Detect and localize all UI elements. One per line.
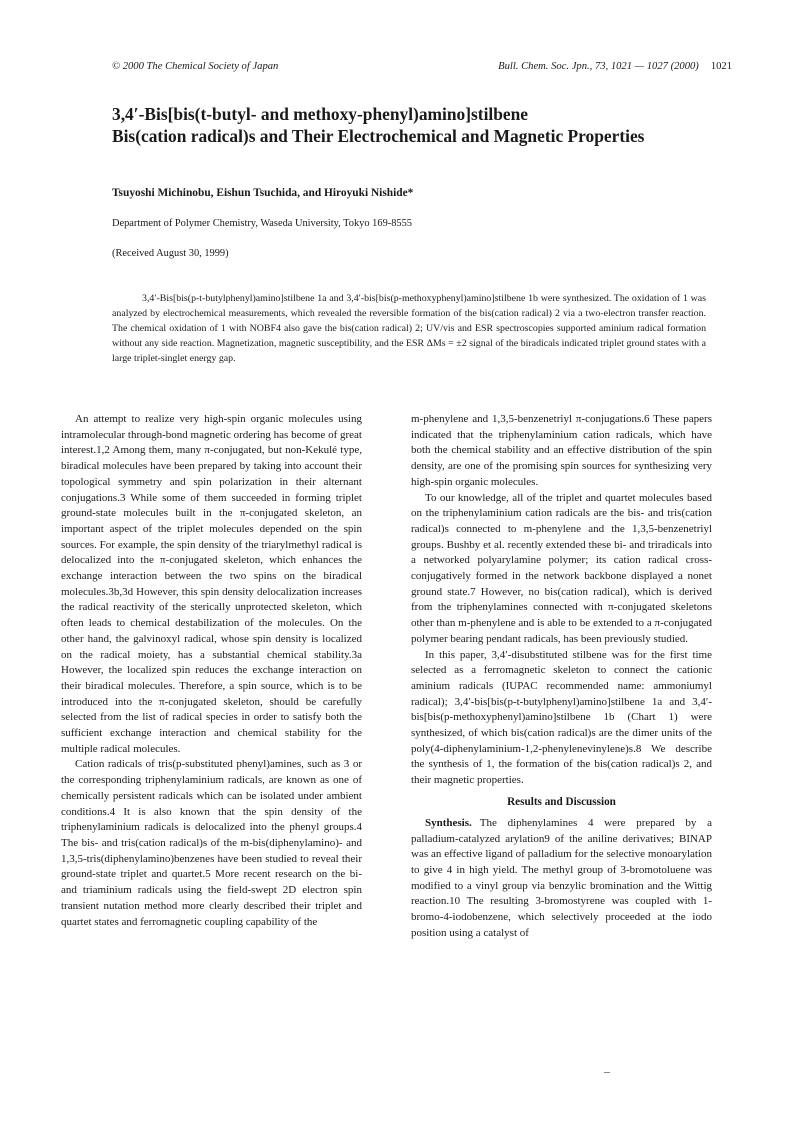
body-paragraph: In this paper, 3,4′-disubstituted stilbene was for the first time selected as a ferromagnetic skeleton to connect the cationic aminium radicals (IUPAC recommended name: ammoniumyl radical); 3,4′-bis[bis(p-t-butylphenyl)amino]stilbene 1a and 3,4′-bis[bis(p-methoxyphenyl)amino]stilbene 1b (Chart 1) were synthesized, of which bis(cation radical)s are the dimer units of the poly(4-diphenylaminium-1,2-phenylenevinylene)s.8 We describe the synthesis of 1, the formation of the bis(cation radical)s 2, and their magnetic properties.: [411, 648, 712, 787]
journal-reference: Bull. Chem. Soc. Jpn., 73, 1021 — 1027 (2000): [498, 61, 699, 72]
body-paragraph: Cation radicals of tris(p-substituted phenyl)amines, such as 3 or the corresponding triphenylaminium radicals, are known as one of chemically persistent radicals which can be isolated under ambient conditions.4 It is also known that the spin density of the triphenylaminium radicals is delocalized into the phenyl groups.4 The bis- and tris(cation radical)s of the m-bis(diphenylamino)- and 1,3,5-tris(diphenylamino)benzenes have been studied to reveal their ground-state triplet and quartet.5 More recent research on the bi- and triaminium radicals using the field-swept 2D electron spin transient nutation method more clearly described their triplet and quartet states and ferromagnetic coupling capability of the: [61, 758, 362, 928]
body-paragraph: m-phenylene and 1,3,5-benzenetriyl π-conjugations.6 These papers indicated that the triphenylaminium cation radicals, which have both the chemical stability and an effective distribution of the spin density, are one of the promising spin sources for synthesizing very high-spin organic molecules.: [411, 413, 712, 488]
title-line-1: 3,4′-Bis[bis(t-butyl- and methoxy-phenyl)amino]stilbene: [112, 104, 529, 124]
running-header: [112, 61, 732, 77]
left-column: [61, 412, 362, 930]
page-speck: [604, 1072, 610, 1073]
received-date: (Received August 30, 1999): [112, 248, 229, 259]
synthesis-text: The diphenylamines 4 were prepared by a palladium-catalyzed arylation9 of the aniline derivatives; BINAP was an effective ligand of palladium for the selective monoarylation to give 4 in high yield. The methyl group of 3-bromotoluene was modified to a vinyl group via benzylic bromination and the Wittig reaction.10 The resulting 3-bromostyrene was coupled with 1-bromo-4-iodobenzene, which selectively proceeded at the iodo position using a catalyst of: [411, 816, 712, 939]
author-list: Tsuyoshi Michinobu, Eishun Tsuchida, and Hiroyuki Nishide*: [112, 187, 414, 199]
synthesis-paragraph: [411, 816, 712, 942]
synthesis-runin-heading: Synthesis.: [425, 816, 472, 829]
page-number: 1021: [710, 61, 732, 72]
body-paragraph: An attempt to realize very high-spin organic molecules using intramolecular through-bond magnetic ordering has become of great interest.1,2 Among them, many π-conjugated, but non-Kekulé type, biradical molecules have been prepared by taking into account their topological symmetry and spin polarization in their alternant conjugations.3 While some of them succeeded in forming triplet ground-state molecules built in the π-conjugated skeleton, an important aspect of the triplet molecules depended on the spin sources. For example, the spin density of the triarylmethyl radical is delocalized into the π-conjugated skeleton, which enhances the exchange interaction between the two spins on the biradical molecules.3b,3d However, this spin density delocalization increases the radical reactivity of the sterically unprotected skeleton, which often leads to chemical destabilization of the molecules. On the other hand, the galvinoxyl radical, whose spin density is localized on the radical moiety, has a substantial chemical stability.3a However, the localized spin reduces the exchange interaction on their biradical molecules. Therefore, a spin source, which is to be introduced into the π-conjugated skeleton, should be carefully selected from the list of radical species in order to satisfy both the sufficient exchange interaction and chemical stability for the multiple radical molecules.: [61, 413, 362, 755]
article-title: [112, 103, 732, 147]
right-column: [411, 412, 712, 942]
affiliation: Department of Polymer Chemistry, Waseda University, Tokyo 169-8555: [112, 218, 413, 229]
title-line-2: Bis(cation radical)s and Their Electrochemical and Magnetic Properties: [112, 126, 645, 146]
copyright-line: © 2000 The Chemical Society of Japan: [112, 61, 279, 72]
journal-citation: [498, 61, 732, 72]
abstract: 3,4′-Bis[bis(p-t-butylphenyl)amino]stilbene 1a and 3,4′-bis[bis(p-methoxyphenyl)amino]stilbene 1b were synthesized. The oxidation of 1 was analyzed by electrochemical measurements, which revealed the reversible formation of the bis(cation radical) 2 via a two-electron transfer reaction. The chemical oxidation of 1 with NOBF4 also gave the bis(cation radical) 2; UV/vis and ESR spectroscopies supported aminium radical formation without any side reaction. Magnetization, magnetic susceptibility, and the ESR ΔMs = ±2 signal of the biradicals indicated triplet ground states with a large triplet-singlet energy gap.: [112, 293, 706, 364]
body-paragraph: To our knowledge, all of the triplet and quartet molecules based on the triphenylaminium cation radicals are the bis- and tris(cation radical)s connected to m-phenylene and the 1,3,5-benzenetriyl groups. Bushby et al. recently extended these bi- and triradicals into a networked polyarylamine polymer; its cation radical cross-conjugatively formed in the network backbone displayed a nonet ground state.7 However, no bis(cation radical), which is derived from the triphenylamines connected with π-conjugated skeletons other than m-phenylene and is able to be extended to a π-conjugated polymer bearing pendant radicals, has been previously studied.: [411, 491, 712, 645]
section-heading: Results and Discussion: [507, 795, 616, 808]
